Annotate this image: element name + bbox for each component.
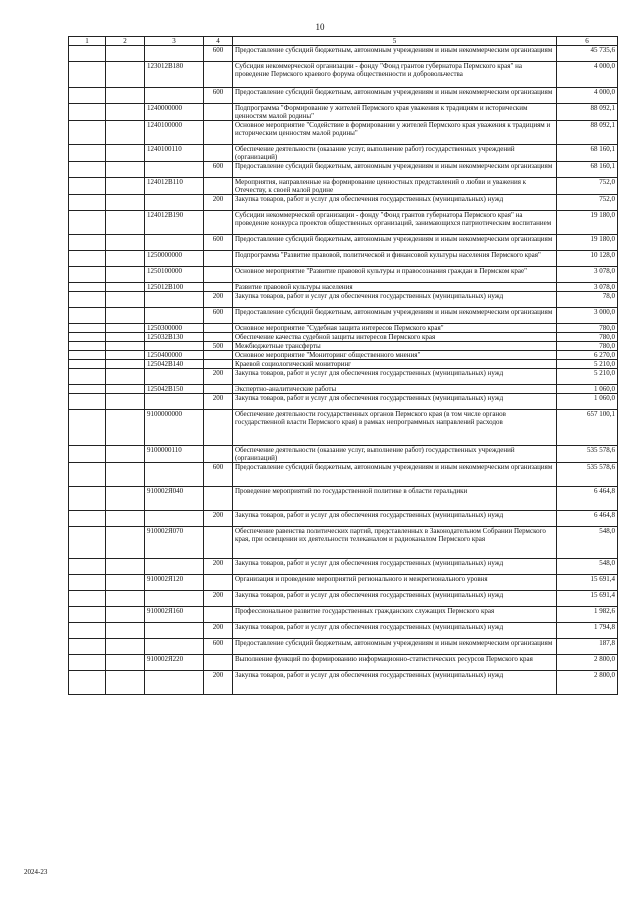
cell-col-1 xyxy=(69,655,106,671)
cell-name: Закупка товаров, работ и услуг для обеспечения государственных (муниципальных) нужд xyxy=(233,591,557,607)
table-row xyxy=(69,145,618,162)
header-col-3: 3 xyxy=(145,37,204,46)
cell-col-2 xyxy=(106,333,145,342)
cell-col-2 xyxy=(106,639,145,655)
cell-expense-type: 600 xyxy=(204,46,233,62)
cell-col-2 xyxy=(106,575,145,591)
cell-name: Предоставление субсидий бюджетным, автономным учреждениям и иным некоммерческим организациям xyxy=(233,463,557,487)
cell-target-article xyxy=(145,591,204,607)
cell-amount: 535 578,6 xyxy=(557,446,618,463)
cell-amount: 3 000,0 xyxy=(557,308,618,324)
cell-col-2 xyxy=(106,385,145,394)
cell-amount: 15 691,4 xyxy=(557,591,618,607)
cell-name: Экспертно-аналитические работы xyxy=(233,385,557,394)
cell-name: Межбюджетные трансферты xyxy=(233,342,557,351)
cell-target-article xyxy=(145,162,204,178)
cell-col-1 xyxy=(69,292,106,308)
cell-amount: 6 464,8 xyxy=(557,511,618,527)
cell-target-article: 9100000000 xyxy=(145,410,204,446)
cell-col-1 xyxy=(69,211,106,235)
table-row xyxy=(69,104,618,121)
cell-amount: 3 078,0 xyxy=(557,283,618,292)
cell-col-2 xyxy=(106,487,145,511)
cell-target-article xyxy=(145,88,204,104)
cell-col-1 xyxy=(69,104,106,121)
cell-col-2 xyxy=(106,283,145,292)
cell-col-1 xyxy=(69,607,106,623)
cell-amount: 78,0 xyxy=(557,292,618,308)
cell-target-article: 910002Я160 xyxy=(145,607,204,623)
table-row xyxy=(69,607,618,623)
table-row xyxy=(69,292,618,308)
cell-amount: 68 160,1 xyxy=(557,162,618,178)
cell-name: Основное мероприятие "Содействие в формировании у жителей Пермского края уважения к традициям и историческим ценностям малой родины" xyxy=(233,121,557,145)
table-row xyxy=(69,324,618,333)
table-row xyxy=(69,511,618,527)
cell-expense-type: 500 xyxy=(204,342,233,351)
table-row xyxy=(69,121,618,145)
table-row xyxy=(69,342,618,351)
cell-name: Краевой социологический мониторинг xyxy=(233,360,557,369)
cell-name: Обеспечение деятельности (оказание услуг, выполнение работ) государственных учреждений (организаций) xyxy=(233,446,557,463)
cell-name: Субсидия некоммерческой организации - фонду "Фонд грантов губернатора Пермского края" на проведение Пермского краевого форума общественности и добровольчества xyxy=(233,62,557,88)
cell-col-1 xyxy=(69,559,106,575)
cell-amount: 6 464,8 xyxy=(557,487,618,511)
cell-name: Основное мероприятие "Судебная защита интересов Пермского края" xyxy=(233,324,557,333)
cell-col-2 xyxy=(106,446,145,463)
cell-col-2 xyxy=(106,463,145,487)
cell-target-article: 910002Я220 xyxy=(145,655,204,671)
cell-name: Предоставление субсидий бюджетным, автономным учреждениям и иным некоммерческим организациям xyxy=(233,46,557,62)
cell-col-2 xyxy=(106,351,145,360)
table-row xyxy=(69,385,618,394)
cell-target-article: 124012В110 xyxy=(145,178,204,195)
cell-name: Предоставление субсидий бюджетным, автономным учреждениям и иным некоммерческим организациям xyxy=(233,639,557,655)
cell-col-2 xyxy=(106,195,145,211)
table-row xyxy=(69,559,618,575)
cell-col-1 xyxy=(69,527,106,559)
cell-col-1 xyxy=(69,463,106,487)
cell-expense-type: 600 xyxy=(204,162,233,178)
cell-col-1 xyxy=(69,623,106,639)
cell-col-1 xyxy=(69,360,106,369)
cell-name: Закупка товаров, работ и услуг для обеспечения государственных (муниципальных) нужд xyxy=(233,369,557,385)
table-row xyxy=(69,463,618,487)
table-body xyxy=(69,46,618,695)
table-row xyxy=(69,446,618,463)
cell-amount: 68 160,1 xyxy=(557,145,618,162)
cell-col-1 xyxy=(69,333,106,342)
cell-col-1 xyxy=(69,342,106,351)
cell-name: Предоставление субсидий бюджетным, автономным учреждениям и иным некоммерческим организациям xyxy=(233,235,557,251)
table-row xyxy=(69,527,618,559)
cell-col-2 xyxy=(106,178,145,195)
cell-expense-type xyxy=(204,607,233,623)
cell-target-article xyxy=(145,369,204,385)
table-row xyxy=(69,88,618,104)
cell-amount: 10 128,0 xyxy=(557,251,618,267)
cell-col-2 xyxy=(106,145,145,162)
cell-expense-type xyxy=(204,333,233,342)
table-row xyxy=(69,267,618,283)
cell-col-2 xyxy=(106,62,145,88)
cell-target-article: 910002Я120 xyxy=(145,575,204,591)
table-row xyxy=(69,410,618,446)
cell-amount: 88 092,1 xyxy=(557,121,618,145)
cell-target-article: 124012В190 xyxy=(145,211,204,235)
cell-name: Закупка товаров, работ и услуг для обеспечения государственных (муниципальных) нужд xyxy=(233,671,557,695)
cell-col-1 xyxy=(69,308,106,324)
header-col-4: 4 xyxy=(204,37,233,46)
cell-target-article: 1240100110 xyxy=(145,145,204,162)
cell-name: Основное мероприятие "Развитие правовой культуры и правосознания граждан в Пермском крае" xyxy=(233,267,557,283)
table-row xyxy=(69,283,618,292)
cell-expense-type xyxy=(204,178,233,195)
cell-expense-type: 200 xyxy=(204,292,233,308)
cell-col-1 xyxy=(69,267,106,283)
cell-col-1 xyxy=(69,639,106,655)
cell-col-2 xyxy=(106,88,145,104)
cell-name: Предоставление субсидий бюджетным, автономным учреждениям и иным некоммерческим организациям xyxy=(233,308,557,324)
cell-expense-type xyxy=(204,145,233,162)
cell-target-article xyxy=(145,342,204,351)
table-row xyxy=(69,369,618,385)
cell-col-1 xyxy=(69,46,106,62)
cell-col-1 xyxy=(69,324,106,333)
cell-expense-type xyxy=(204,251,233,267)
table-row xyxy=(69,333,618,342)
table-row xyxy=(69,351,618,360)
cell-amount: 5 210,0 xyxy=(557,369,618,385)
table-row xyxy=(69,671,618,695)
cell-amount: 1 794,8 xyxy=(557,623,618,639)
cell-amount: 15 691,4 xyxy=(557,575,618,591)
cell-col-2 xyxy=(106,308,145,324)
cell-col-2 xyxy=(106,511,145,527)
cell-target-article: 910002Я070 xyxy=(145,527,204,559)
cell-expense-type: 200 xyxy=(204,195,233,211)
cell-expense-type: 200 xyxy=(204,623,233,639)
cell-col-2 xyxy=(106,235,145,251)
cell-col-2 xyxy=(106,527,145,559)
cell-name: Предоставление субсидий бюджетным, автономным учреждениям и иным некоммерческим организациям xyxy=(233,162,557,178)
cell-expense-type xyxy=(204,324,233,333)
cell-col-2 xyxy=(106,369,145,385)
cell-col-2 xyxy=(106,623,145,639)
cell-target-article xyxy=(145,235,204,251)
cell-target-article: 1240100000 xyxy=(145,121,204,145)
cell-col-1 xyxy=(69,487,106,511)
cell-amount: 2 800,0 xyxy=(557,671,618,695)
cell-col-2 xyxy=(106,394,145,410)
table-row xyxy=(69,575,618,591)
cell-expense-type xyxy=(204,62,233,88)
cell-expense-type xyxy=(204,575,233,591)
cell-col-1 xyxy=(69,283,106,292)
cell-expense-type: 200 xyxy=(204,511,233,527)
cell-target-article xyxy=(145,623,204,639)
table-row xyxy=(69,360,618,369)
cell-name: Основное мероприятие "Мониторинг общественного мнения" xyxy=(233,351,557,360)
cell-name: Предоставление субсидий бюджетным, автономным учреждениям и иным некоммерческим организациям xyxy=(233,88,557,104)
cell-name: Закупка товаров, работ и услуг для обеспечения государственных (муниципальных) нужд xyxy=(233,511,557,527)
cell-amount: 1 060,0 xyxy=(557,385,618,394)
cell-target-article: 125012В100 xyxy=(145,283,204,292)
cell-target-article xyxy=(145,46,204,62)
cell-target-article xyxy=(145,292,204,308)
table-row xyxy=(69,211,618,235)
cell-col-2 xyxy=(106,211,145,235)
table-row xyxy=(69,195,618,211)
cell-expense-type: 600 xyxy=(204,235,233,251)
cell-expense-type: 200 xyxy=(204,591,233,607)
cell-expense-type: 200 xyxy=(204,369,233,385)
cell-name: Закупка товаров, работ и услуг для обеспечения государственных (муниципальных) нужд xyxy=(233,394,557,410)
cell-name: Профессиональное развитие государственных гражданских служащих Пермского края xyxy=(233,607,557,623)
cell-col-2 xyxy=(106,607,145,623)
cell-expense-type xyxy=(204,104,233,121)
cell-expense-type xyxy=(204,283,233,292)
cell-expense-type: 600 xyxy=(204,308,233,324)
cell-col-2 xyxy=(106,104,145,121)
cell-amount: 3 078,0 xyxy=(557,267,618,283)
cell-amount: 548,0 xyxy=(557,527,618,559)
cell-name: Закупка товаров, работ и услуг для обеспечения государственных (муниципальных) нужд xyxy=(233,623,557,639)
cell-amount: 2 800,0 xyxy=(557,655,618,671)
header-col-6: 6 xyxy=(557,37,618,46)
cell-target-article xyxy=(145,671,204,695)
page-number: 10 xyxy=(315,22,325,32)
cell-name: Выполнение функций по формированию информационно-статистических ресурсов Пермского края xyxy=(233,655,557,671)
cell-name: Субсидии некоммерческой организации - фонду "Фонд грантов губернатора Пермского края" на проведение конкурса проектов общественных организаций, занимающихся патриотическим воспитанием xyxy=(233,211,557,235)
cell-name: Обеспечение деятельности (оказание услуг, выполнение работ) государственных учреждений (организаций) xyxy=(233,145,557,162)
cell-amount: 657 100,1 xyxy=(557,410,618,446)
cell-amount: 19 180,0 xyxy=(557,211,618,235)
cell-expense-type: 200 xyxy=(204,394,233,410)
cell-col-1 xyxy=(69,394,106,410)
cell-col-1 xyxy=(69,162,106,178)
cell-expense-type xyxy=(204,527,233,559)
cell-name: Мероприятия, направленные на формирование ценностных представлений о любви и уважения к Отечеству, к своей малой родине xyxy=(233,178,557,195)
cell-amount: 187,8 xyxy=(557,639,618,655)
cell-col-1 xyxy=(69,511,106,527)
cell-target-article: 9100000110 xyxy=(145,446,204,463)
cell-amount: 88 092,1 xyxy=(557,104,618,121)
cell-col-1 xyxy=(69,369,106,385)
cell-name: Организация и проведение мероприятий регионального и межрегионального уровня xyxy=(233,575,557,591)
cell-col-2 xyxy=(106,410,145,446)
cell-name: Подпрограмма "Формирование у жителей Пермского края уважения к традициям и историческим ценностям малой родины" xyxy=(233,104,557,121)
cell-col-2 xyxy=(106,121,145,145)
cell-col-1 xyxy=(69,121,106,145)
cell-expense-type xyxy=(204,410,233,446)
cell-expense-type xyxy=(204,487,233,511)
cell-expense-type xyxy=(204,267,233,283)
cell-col-2 xyxy=(106,162,145,178)
cell-col-1 xyxy=(69,235,106,251)
cell-col-2 xyxy=(106,324,145,333)
table-row xyxy=(69,178,618,195)
cell-target-article: 125042В150 xyxy=(145,385,204,394)
cell-amount: 1 060,0 xyxy=(557,394,618,410)
table-row xyxy=(69,235,618,251)
cell-target-article: 125032В130 xyxy=(145,333,204,342)
cell-amount: 19 180,0 xyxy=(557,235,618,251)
budget-table xyxy=(68,36,618,695)
cell-target-article: 123012В180 xyxy=(145,62,204,88)
cell-target-article xyxy=(145,559,204,575)
cell-amount: 6 270,0 xyxy=(557,351,618,360)
cell-col-2 xyxy=(106,559,145,575)
table-row xyxy=(69,46,618,62)
cell-target-article: 1250100000 xyxy=(145,267,204,283)
cell-col-2 xyxy=(106,251,145,267)
cell-target-article: 1250400000 xyxy=(145,351,204,360)
cell-amount: 4 000,0 xyxy=(557,88,618,104)
cell-col-2 xyxy=(106,342,145,351)
cell-amount: 780,0 xyxy=(557,333,618,342)
cell-name: Подпрограмма "Развитие правовой, политической и финансовой культуры населения Пермского края" xyxy=(233,251,557,267)
cell-expense-type xyxy=(204,655,233,671)
cell-target-article: 910002Я040 xyxy=(145,487,204,511)
cell-name: Закупка товаров, работ и услуг для обеспечения государственных (муниципальных) нужд xyxy=(233,559,557,575)
cell-target-article xyxy=(145,308,204,324)
cell-name: Обеспечение равенства политических партий, представленных в Законодательном Собрании Пермского края, при освещении их деятельности телеканалом и радиоканалом Пермского края xyxy=(233,527,557,559)
cell-target-article xyxy=(145,394,204,410)
header-col-2: 2 xyxy=(106,37,145,46)
cell-name: Закупка товаров, работ и услуг для обеспечения государственных (муниципальных) нужд xyxy=(233,292,557,308)
cell-amount: 780,0 xyxy=(557,342,618,351)
table-row xyxy=(69,251,618,267)
cell-col-1 xyxy=(69,671,106,695)
cell-col-1 xyxy=(69,591,106,607)
cell-col-1 xyxy=(69,575,106,591)
cell-amount: 752,0 xyxy=(557,195,618,211)
cell-amount: 4 000,0 xyxy=(557,62,618,88)
cell-col-1 xyxy=(69,195,106,211)
cell-col-2 xyxy=(106,360,145,369)
cell-expense-type: 600 xyxy=(204,463,233,487)
cell-col-2 xyxy=(106,671,145,695)
header-col-1: 1 xyxy=(69,37,106,46)
table-row xyxy=(69,308,618,324)
header-col-5: 5 xyxy=(233,37,557,46)
cell-amount: 752,0 xyxy=(557,178,618,195)
cell-target-article xyxy=(145,511,204,527)
footer-code: 2024-23 xyxy=(24,868,48,876)
table-header-row xyxy=(69,37,618,46)
cell-target-article: 125042В140 xyxy=(145,360,204,369)
table-row xyxy=(69,591,618,607)
cell-expense-type xyxy=(204,360,233,369)
cell-col-1 xyxy=(69,251,106,267)
cell-col-2 xyxy=(106,655,145,671)
cell-amount: 5 210,0 xyxy=(557,360,618,369)
cell-name: Обеспечение качества судебной защиты интересов Пермского края xyxy=(233,333,557,342)
cell-name: Проведение мероприятий по государственной политике в области геральдики xyxy=(233,487,557,511)
cell-target-article: 1250300000 xyxy=(145,324,204,333)
cell-expense-type: 600 xyxy=(204,639,233,655)
cell-expense-type: 200 xyxy=(204,671,233,695)
table-row xyxy=(69,62,618,88)
cell-expense-type: 200 xyxy=(204,559,233,575)
table-row xyxy=(69,639,618,655)
cell-expense-type xyxy=(204,121,233,145)
cell-target-article xyxy=(145,463,204,487)
cell-amount: 45 735,6 xyxy=(557,46,618,62)
cell-amount: 535 578,6 xyxy=(557,463,618,487)
cell-expense-type xyxy=(204,446,233,463)
cell-col-1 xyxy=(69,178,106,195)
cell-expense-type xyxy=(204,211,233,235)
cell-col-1 xyxy=(69,410,106,446)
cell-col-2 xyxy=(106,591,145,607)
cell-target-article xyxy=(145,639,204,655)
cell-target-article: 1240000000 xyxy=(145,104,204,121)
cell-col-2 xyxy=(106,292,145,308)
cell-col-1 xyxy=(69,351,106,360)
cell-expense-type xyxy=(204,351,233,360)
cell-col-1 xyxy=(69,145,106,162)
cell-col-1 xyxy=(69,62,106,88)
cell-amount: 1 982,6 xyxy=(557,607,618,623)
cell-name: Закупка товаров, работ и услуг для обеспечения государственных (муниципальных) нужд xyxy=(233,195,557,211)
cell-col-1 xyxy=(69,385,106,394)
table-row xyxy=(69,394,618,410)
cell-target-article: 1250000000 xyxy=(145,251,204,267)
table-row xyxy=(69,487,618,511)
table-row xyxy=(69,623,618,639)
cell-name: Развитие правовой культуры населения xyxy=(233,283,557,292)
cell-expense-type: 600 xyxy=(204,88,233,104)
cell-col-1 xyxy=(69,88,106,104)
cell-col-2 xyxy=(106,267,145,283)
cell-amount: 780,0 xyxy=(557,324,618,333)
cell-target-article xyxy=(145,195,204,211)
cell-amount: 548,0 xyxy=(557,559,618,575)
table-row xyxy=(69,655,618,671)
cell-col-1 xyxy=(69,446,106,463)
cell-name: Обеспечение деятельности государственных органов Пермского края (в том числе органов государственной власти Пермского края) в рамках непрограммных направлений расходов xyxy=(233,410,557,446)
table-row xyxy=(69,162,618,178)
cell-col-2 xyxy=(106,46,145,62)
cell-expense-type xyxy=(204,385,233,394)
